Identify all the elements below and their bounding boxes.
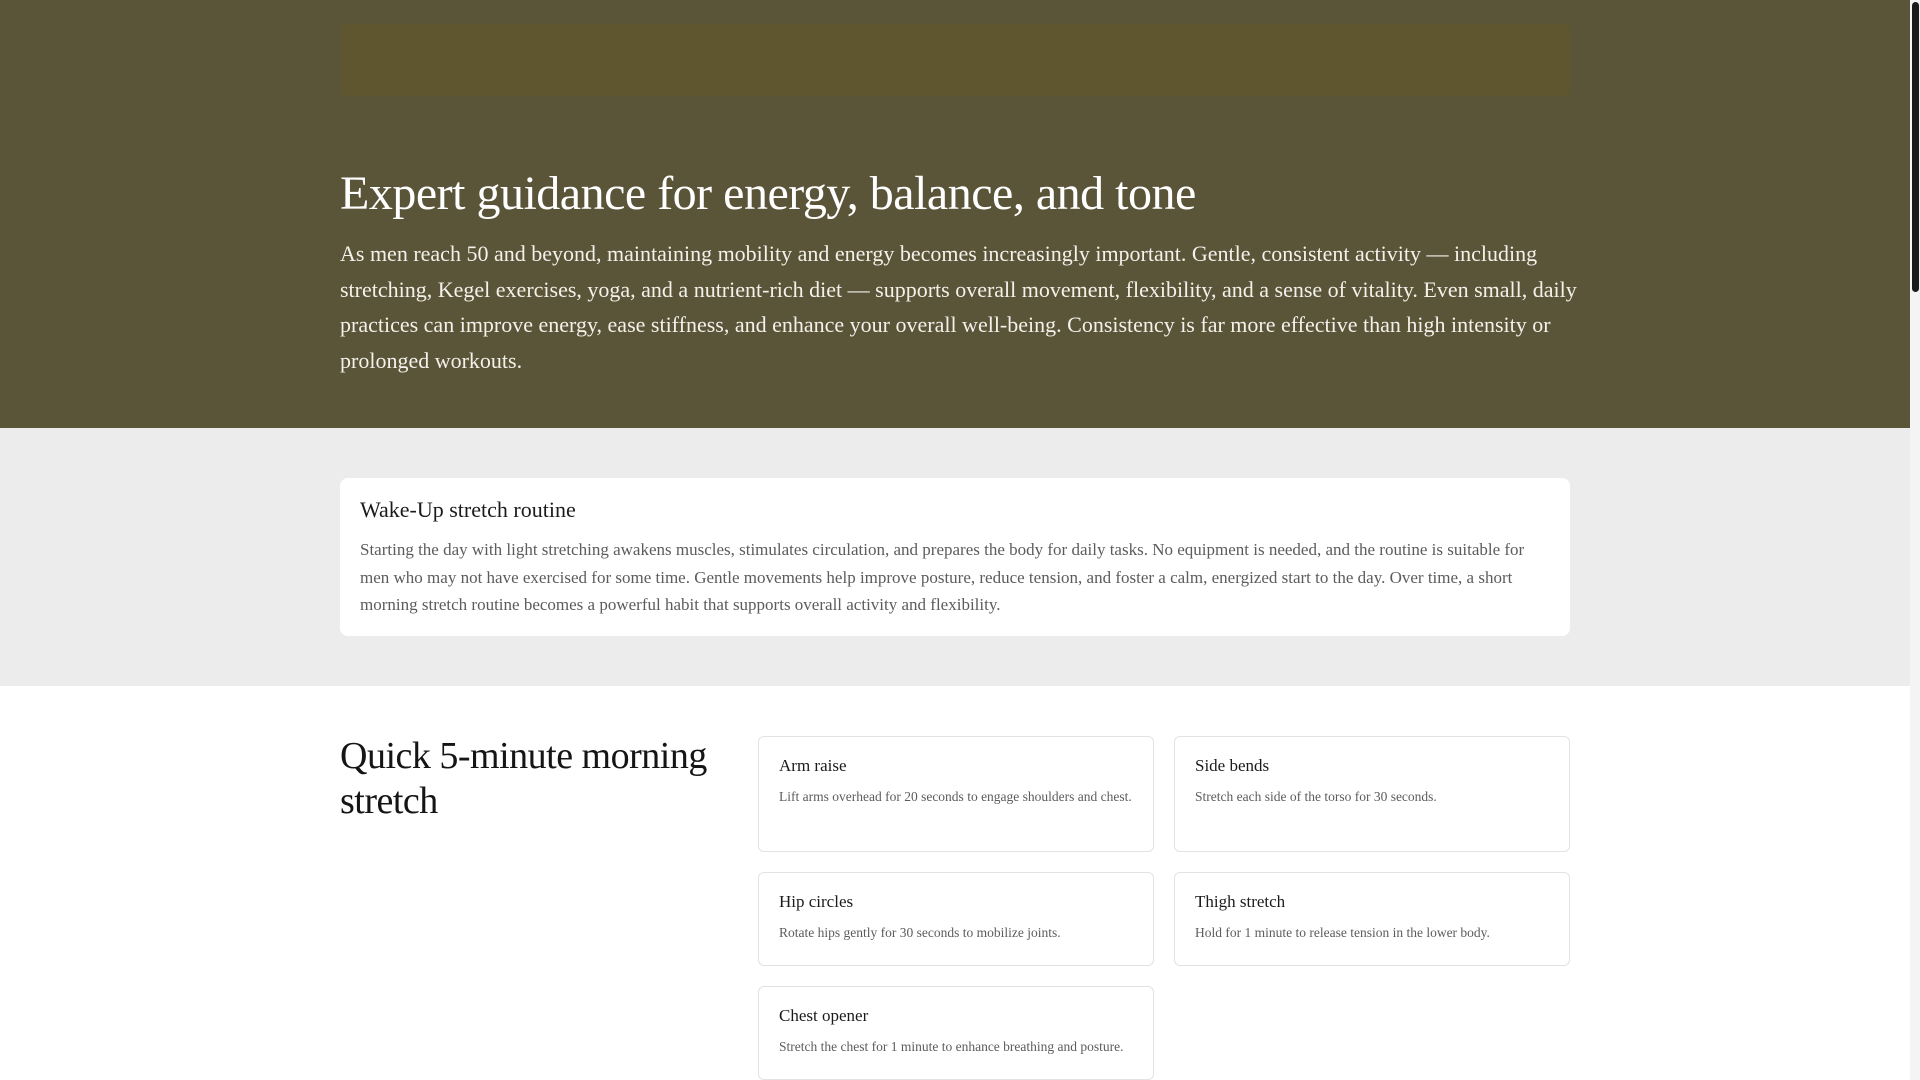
exercise-card-side-bends — [1174, 736, 1570, 852]
wakeup-description: Starting the day with light stretching awakens muscles, stimulates circulation, and prepares the body for daily tasks. No equipment is needed, and the routine is suitable for men who may not have exercised for some time. Gentle movements help improve posture, reduce tension, and foster a calm, energized start to the day. Over time, a short morning stretch routine becomes a powerful habit that supports overall activity and flexibility. — [360, 540, 1525, 614]
wakeup-card — [340, 478, 1570, 636]
exercise-card-thigh-stretch — [1174, 872, 1570, 966]
hero-description: As men reach 50 and beyond, maintaining mobility and energy becomes increasingly important. Gentle, consistent activity — including stretching, Kegel exercises, yoga, and a nutrient-rich diet — supports overall movement, flexibility, and a sense of vitality. Even small, daily practices can improve energy, ease stiffness, and enhance your overall well-being. Consistency is far more effective than high intensity or prolonged workouts. — [340, 241, 1577, 373]
exercise-description: Stretch each side of the torso for 30 seconds. — [1195, 789, 1437, 804]
exercise-card-arm-raise — [758, 736, 1154, 852]
exercise-title: Hip circles — [779, 892, 854, 911]
exercise-title: Side bends — [1195, 756, 1270, 775]
hero-banner — [340, 24, 1570, 96]
exercise-description: Lift arms overhead for 20 seconds to engage shoulders and chest. — [779, 789, 1132, 804]
exercise-card-chest-opener — [758, 986, 1154, 1080]
exercise-title: Thigh stretch — [1195, 892, 1286, 911]
exercise-description: Stretch the chest for 1 minute to enhance breathing and posture. — [779, 1039, 1124, 1054]
quick-stretch-title: Quick 5-minute morning stretch — [340, 735, 707, 822]
exercise-card-hip-circles — [758, 872, 1154, 966]
exercise-title: Chest opener — [779, 1006, 869, 1025]
hero-section — [0, 0, 1910, 428]
wakeup-title: Wake-Up stretch routine — [360, 497, 576, 522]
exercise-description: Rotate hips gently for 30 seconds to mobilize joints. — [779, 925, 1061, 940]
scrollbar-thumb[interactable] — [1912, 2, 1919, 292]
exercise-description: Hold for 1 minute to release tension in the lower body. — [1195, 925, 1490, 940]
hero-title: Expert guidance for energy, balance, and tone — [340, 167, 1196, 220]
exercise-title: Arm raise — [779, 756, 847, 775]
